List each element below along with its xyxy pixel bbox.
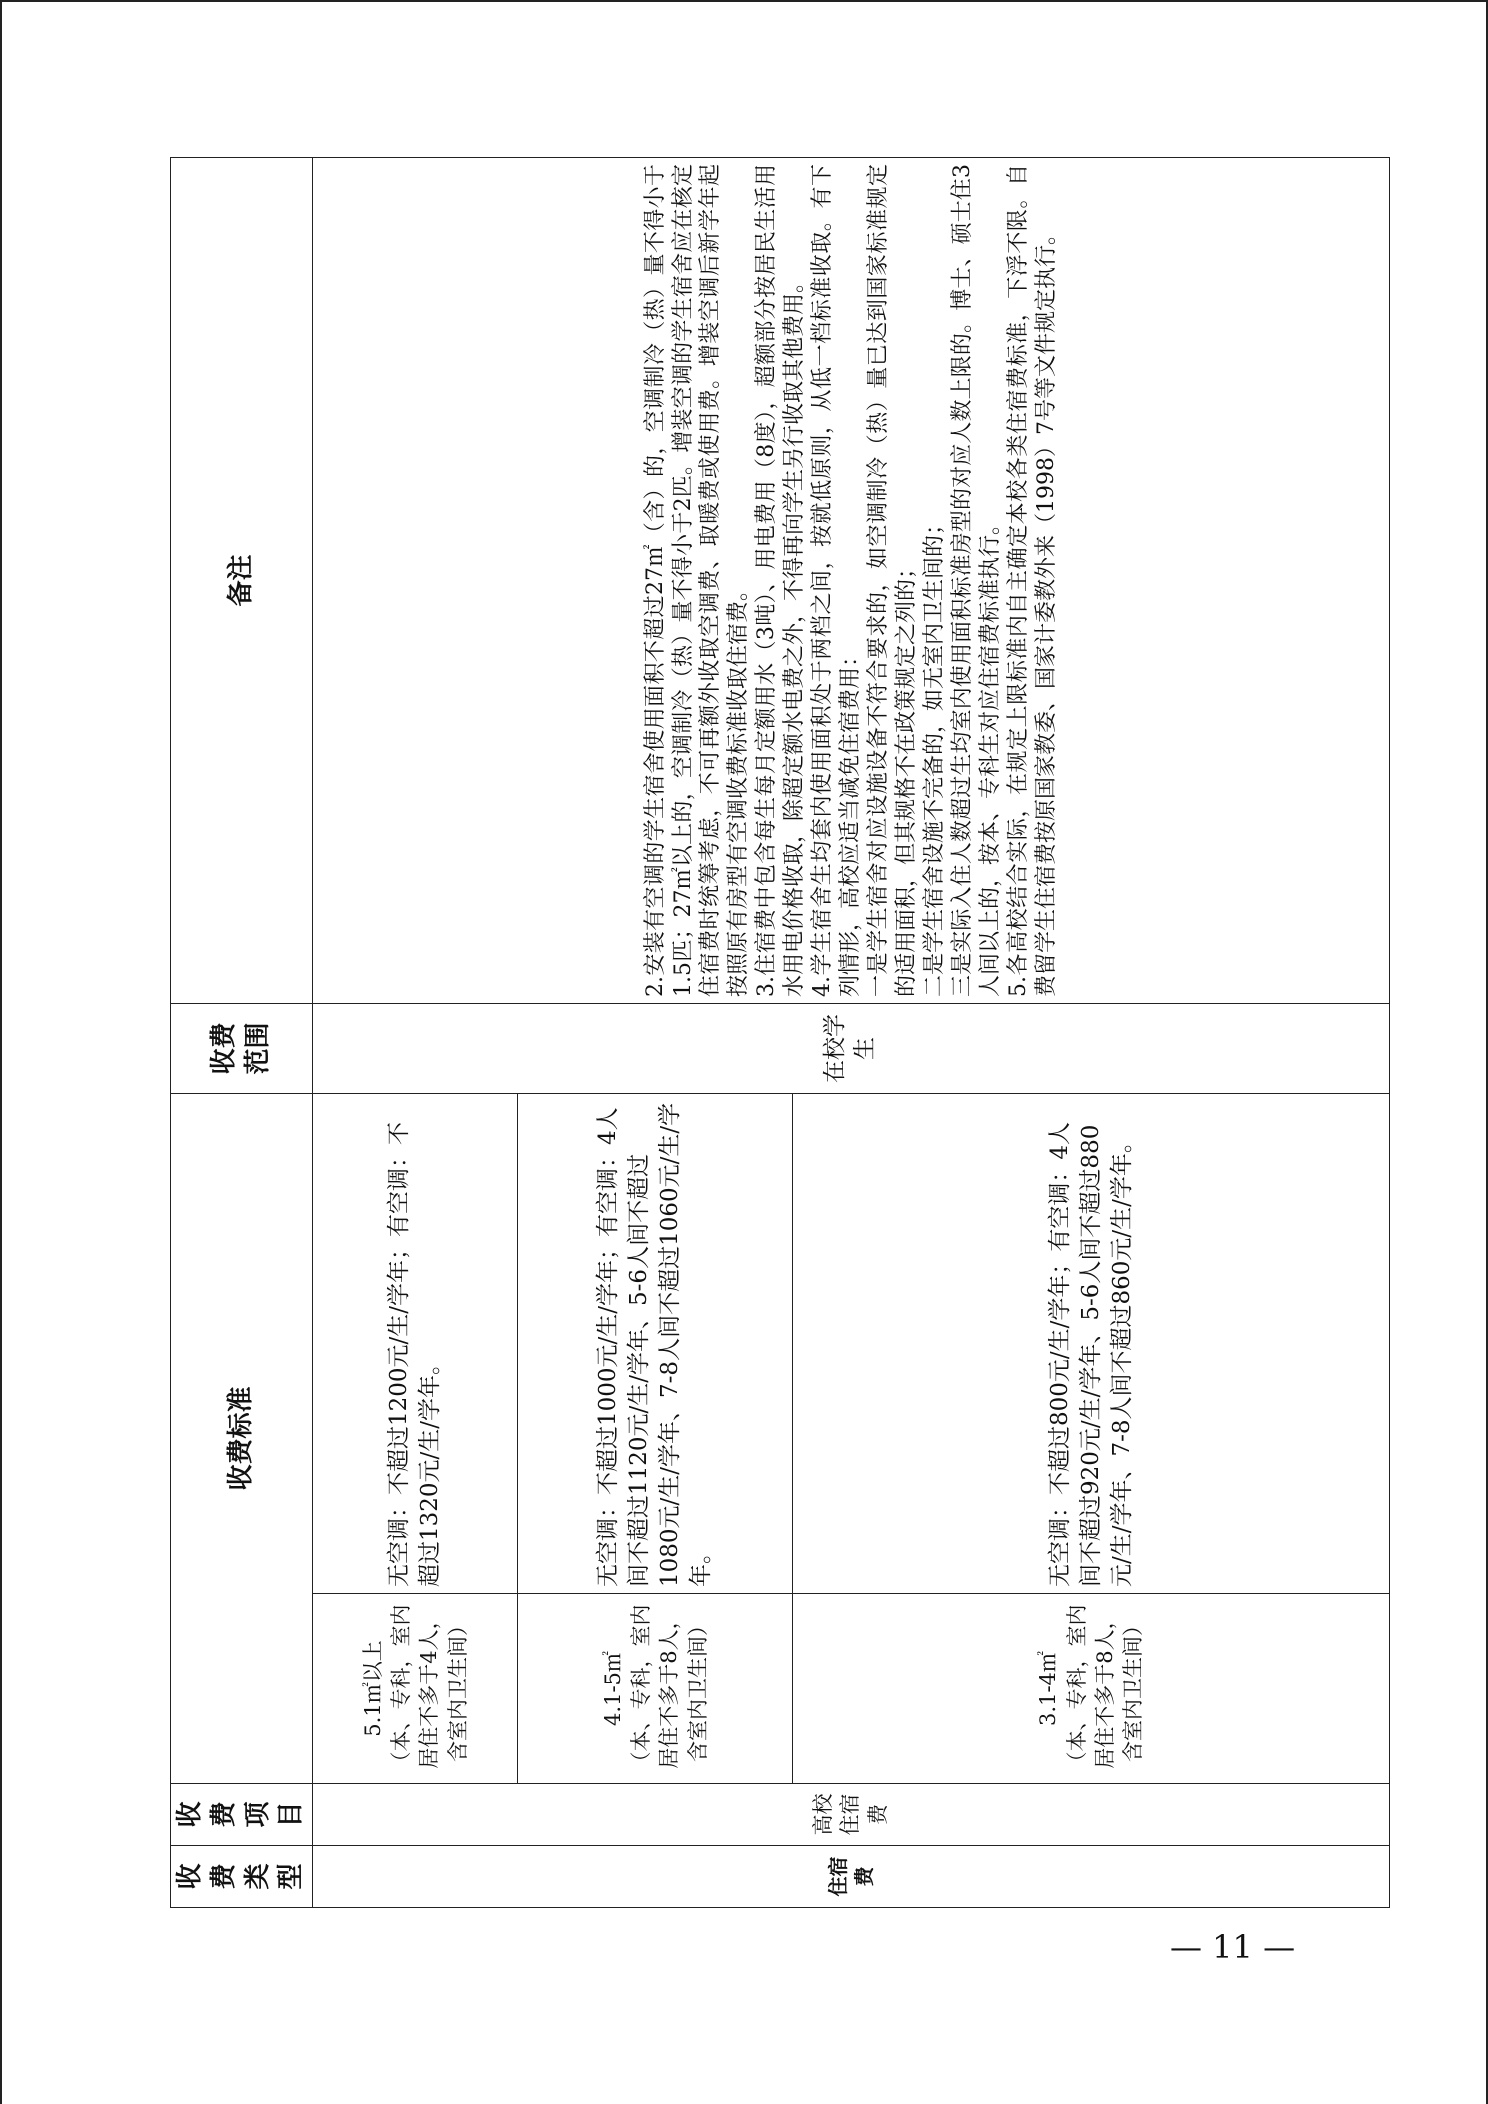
header-fee-type: 收费类型: [171, 1846, 313, 1908]
area-cell: [313, 1594, 518, 1784]
fee-table: [170, 157, 1390, 1908]
area-range: 5.1㎡以上: [360, 1640, 385, 1737]
note-cell: [313, 157, 1390, 1003]
header-note: 备注: [171, 157, 313, 1003]
fee-scope-cell: 在校学生: [313, 1003, 1390, 1093]
table-row: [313, 157, 518, 1907]
page-edge-top: [0, 0, 1488, 2]
note-paragraph: 二是学生宿舍设施不完备的，如无室内卫生间的；: [921, 512, 947, 997]
header-fee-item: 收费项目: [171, 1784, 313, 1846]
area-cell: [793, 1594, 1390, 1784]
page-number: — 11 —: [1170, 1928, 1296, 1966]
area-description: （本、专科，室内居住不多于4人，含室内卫生间）: [388, 1604, 470, 1773]
note-paragraph: 一是学生宿舍对应设施设备不符合要求的，如空调制冷（热）量已达到国家标准规定的适用面积，但其规格不在政策规定之列的；: [866, 163, 919, 997]
area-cell: [518, 1594, 793, 1784]
header-fee-standard: 收费标准: [171, 1093, 313, 1783]
note-paragraph: 2.安装有空调的学生宿舍使用面积不超过27㎡（含）的，空调制冷（热）量不得小于1.5匹；27㎡以上的，空调制冷（热）量不得小于2匹。增装空调的学生宿舍应在核定住宿费时统筹考虑，不可再额外收取空调费、取暖费或使用费。增装空调后新学年起按照原有房型有空调收费标准收取住宿费。: [642, 163, 752, 997]
area-range: 3.1-4㎡: [1036, 1651, 1061, 1726]
note-paragraph: 三是实际入住人数超过生均室内使用面积标准房型的对应人数上限的。博士、硕士住3人间以上的，按本、专科生对应住宿费标准执行。: [949, 163, 1003, 997]
fee-item-cell: 高校住宿费: [313, 1784, 1390, 1846]
page-edge-left: [0, 0, 2, 2104]
note-paragraph: 5.各高校结合实际，在规定上限标准内自主确定本校各类住宿费标准，下浮不限。自费留学生住宿费按原国家教委、国家计委教外来（1998）7号等文件规定执行。: [1005, 163, 1059, 997]
header-fee-scope: 收费范围: [171, 1003, 313, 1093]
note-paragraph: 4.学生宿舍生均套内使用面积处于两档之间，按就低原则，从低一档标准收取。有下列情形，高校应适当减免住宿费用：: [810, 163, 864, 997]
standard-cell: 无空调：不超过1200元/生/学年；有空调：不超过1320元/生/学年。: [313, 1093, 518, 1593]
standard-cell: 无空调：不超过1000元/生/学年；有空调：4人间不超过1120元/生/学年、5-6人间不超过1080元/生/学年、7-8人间不超过1060元/生/学年。: [518, 1093, 793, 1593]
area-description: （本、专科，室内居住不多于8人，含室内卫生间）: [1064, 1604, 1146, 1773]
standard-cell: 无空调：不超过800元/生/学年；有空调：4人间不超过920元/生/学年、5-6人间不超过880元/生/学年、7-8人间不超过860元/生/学年。: [793, 1093, 1390, 1593]
area-description: （本、专科，室内居住不多于8人，含室内卫生间）: [628, 1604, 710, 1773]
rotated-table-container: [170, 158, 1390, 1908]
area-range: 4.1-5㎡: [600, 1651, 625, 1726]
fee-type-cell: 住宿费: [313, 1846, 1390, 1908]
note-paragraph: 3.住宿费中包含每生每月定额用水（3吨）、用电费用（8度），超额部分按居民生活用水用电价格收取，除超定额水电费之外，不得再向学生另行收取其他费用。: [754, 163, 808, 997]
header-row: [171, 157, 313, 1907]
